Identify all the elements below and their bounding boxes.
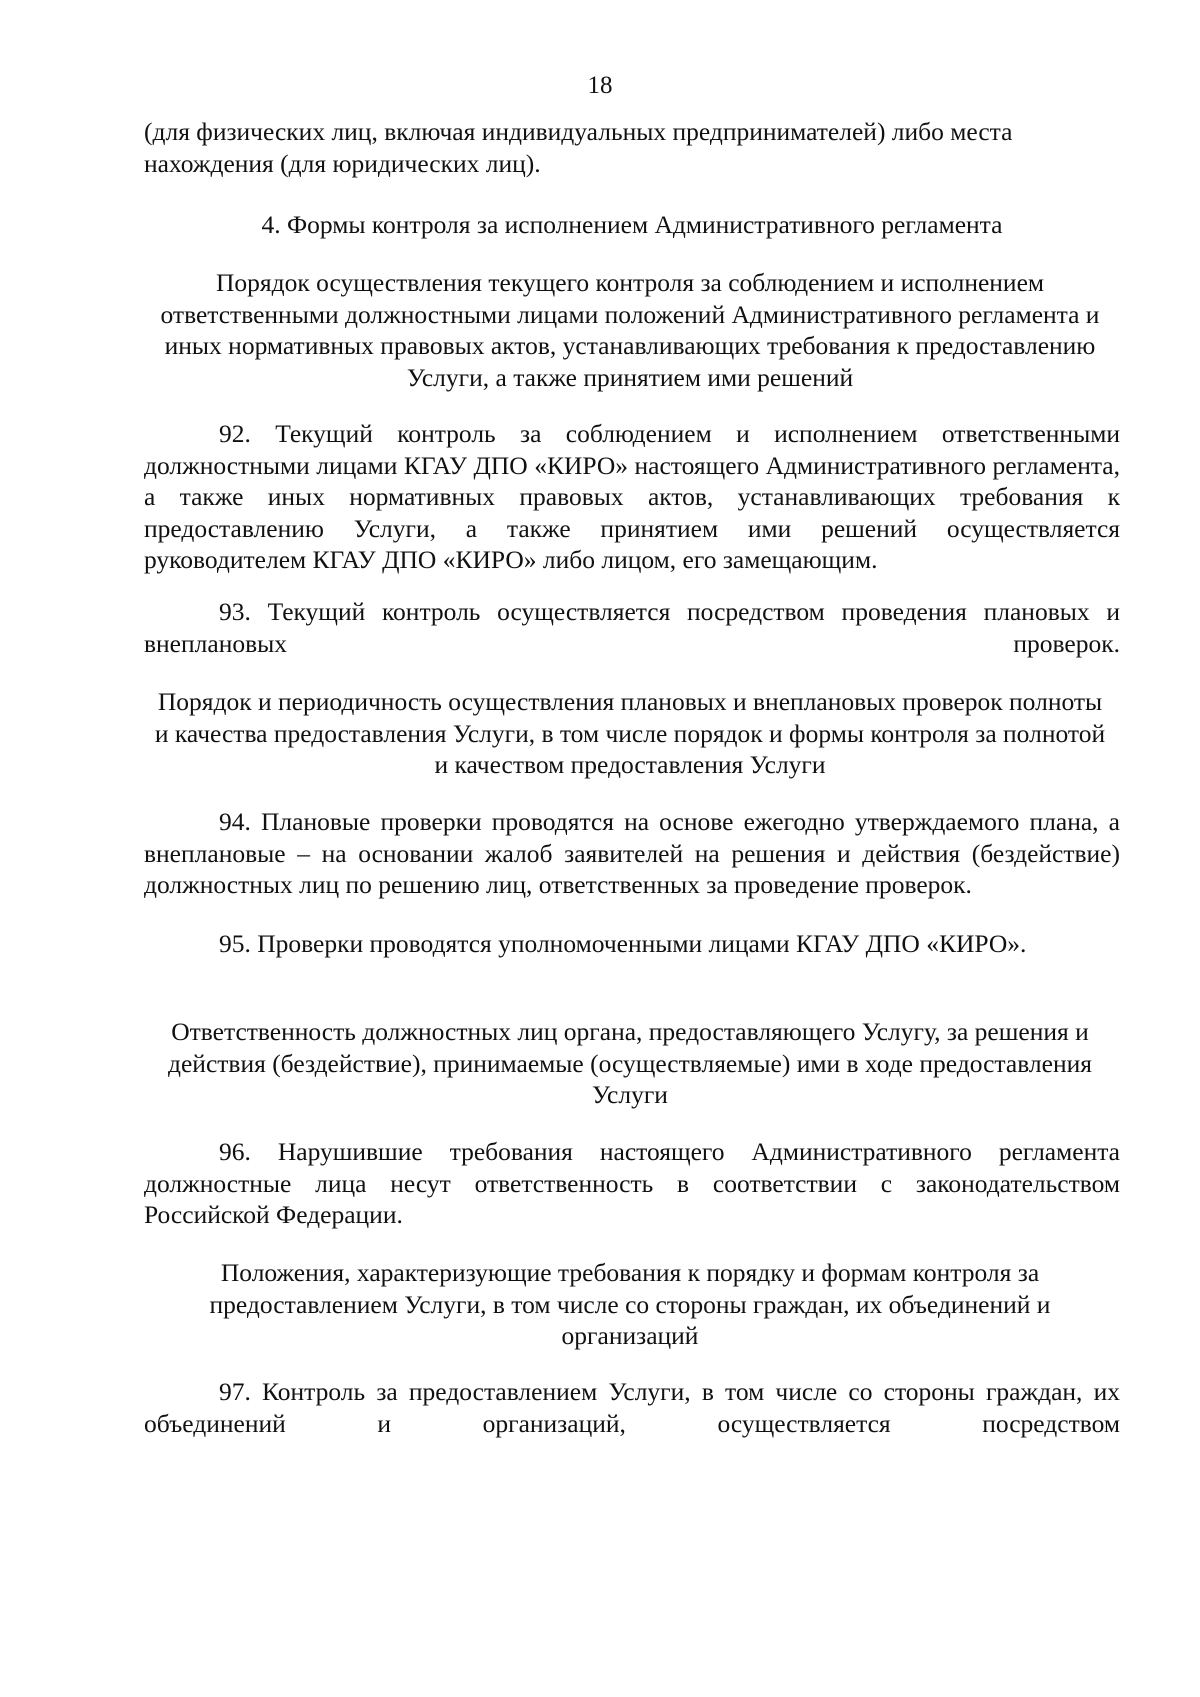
paragraph-96: 96. Нарушившие требования настоящего Административного регламента должностные лица несут ответственность в соответствии с законодательством Российской Федерации. [144, 1137, 1120, 1229]
subsection-heading-current-control: Порядок осуществления текущего контроля за соблюдением и исполнением ответственными должностными лицами положений Административного регламента и иных нормативных правовых актов, устанавливающих требования к предоставлению Услуги, а также принятием ими решений [160, 268, 1100, 392]
paragraph-92: 92. Текущий контроль за соблюдением и исполнением ответственными должностными лицами КГАУ ДПО «КИРО» настоящего Административного регламента, а также иных нормативных правовых актов, устанавливающих требования к предоставлению Услуги, а также принятием ими решений осуществляется руководителем КГАУ ДПО «КИРО» либо лицом, его замещающим. [144, 419, 1120, 574]
paragraph-93: 93. Текущий контроль осуществляется посредством проведения плановых и внеплановых проверок. [144, 597, 1120, 658]
continuation-paragraph: (для физических лиц, включая индивидуальных предпринимателей) либо места нахождения (для юридических лиц). [144, 117, 1013, 178]
page-number: 18 [587, 72, 613, 99]
paragraph-97: 97. Контроль за предоставлением Услуги, в том числе со стороны граждан, их объединений и организаций, осуществляется посредством [144, 1377, 1120, 1438]
paragraph-94: 94. Плановые проверки проводятся на основе ежегодно утверждаемого плана, а внеплановые – на основании жалоб заявителей на решения и действия (бездействие) должностных лиц по решению лиц, ответственных за проведение проверок. [144, 807, 1120, 899]
subsection-heading-responsibility: Ответственность должностных лиц органа, предоставляющего Услугу, за решения и действия (бездействие), принимаемые (осуществляемые) ими в ходе предоставления Услуги [168, 1017, 1092, 1109]
paragraph-95: 95. Проверки проводятся уполномоченными лицами КГАУ ДПО «КИРО». [219, 929, 1027, 958]
section-heading: 4. Формы контроля за исполнением Административного регламента [261, 210, 1003, 239]
subsection-heading-public-control: Положения, характеризующие требования к порядку и формам контроля за предоставлением Услуги, в том числе со стороны граждан, их объединений и организаций [209, 1258, 1051, 1350]
subsection-heading-inspections: Порядок и периодичность осуществления плановых и внеплановых проверок полноты и качества предоставления Услуги, в том числе порядок и формы контроля за полнотой и качеством предоставления Услуги [154, 687, 1106, 779]
